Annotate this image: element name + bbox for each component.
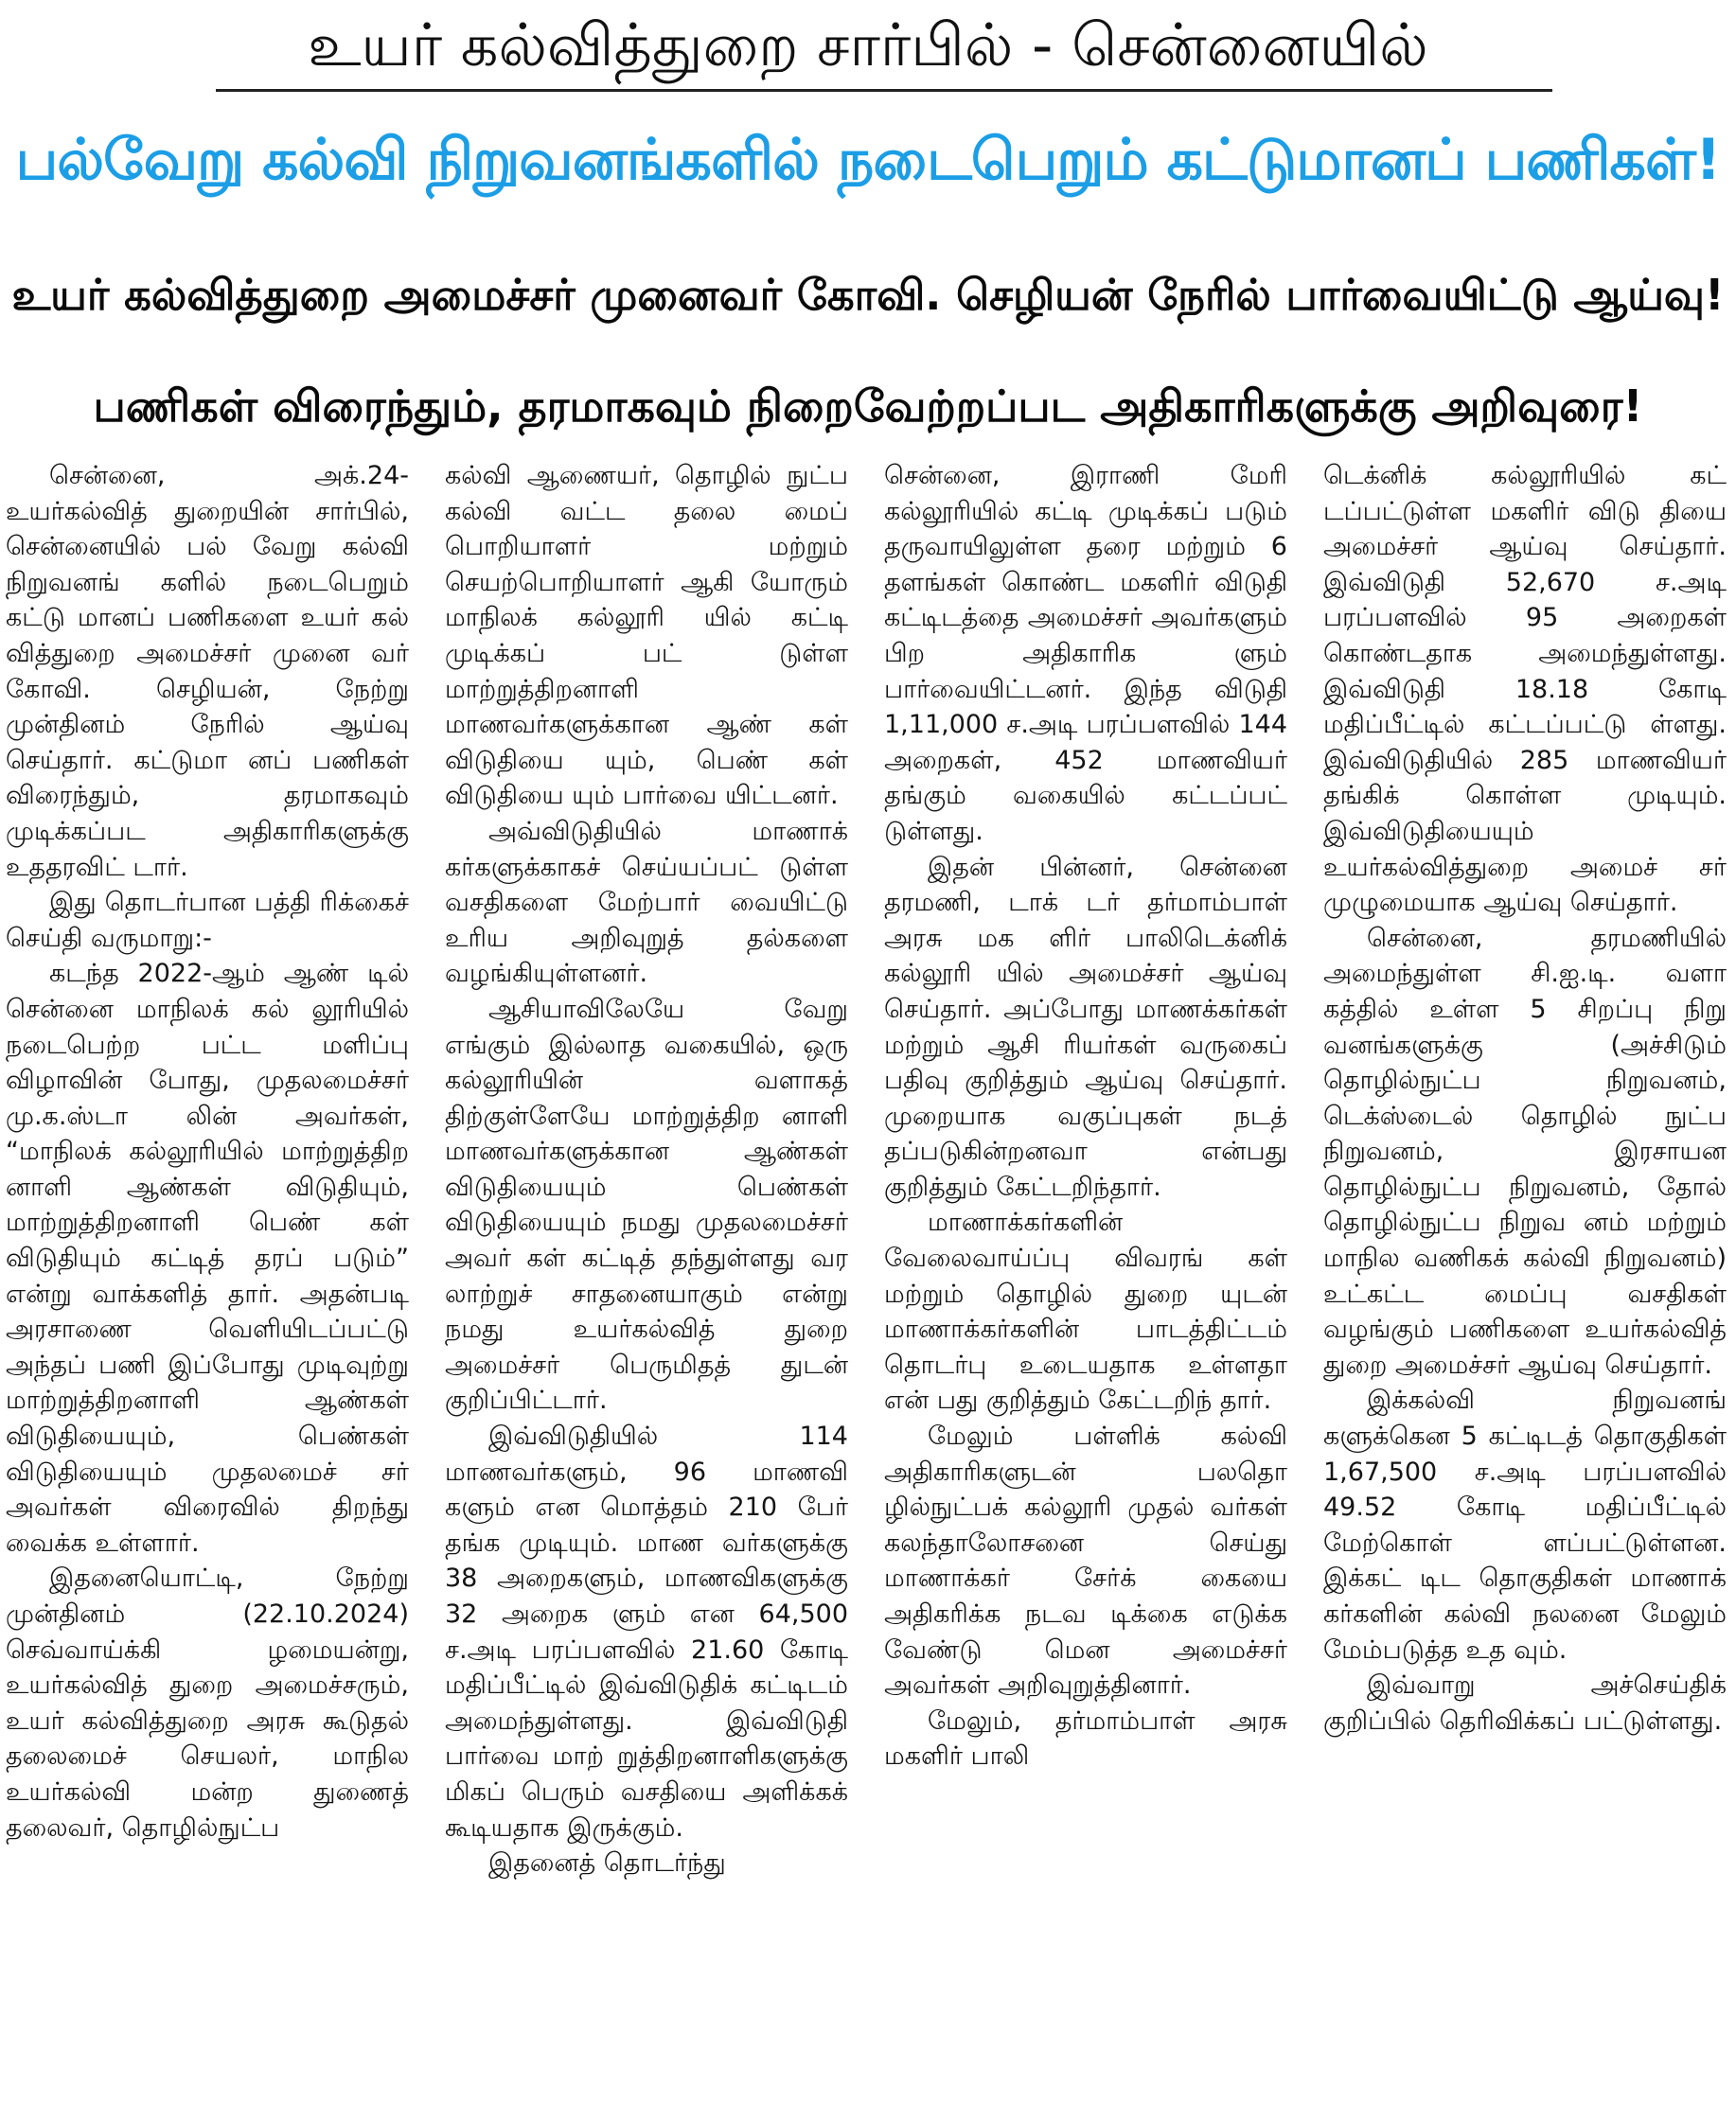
column-1 [6,458,409,2099]
kicker-title: உயர் கல்வித்துறை சார்பில் - சென்னையில் [308,10,1428,80]
subheadline-1: உயர் கல்வித்துறை அமைச்சர் முனைவர் கோவி. செழியன் நேரில் பார்வையிட்டு ஆய்வு! [11,270,1725,320]
paragraph: டெக்னிக் கல்லூரியில் கட் டப்பட்டுள்ள மகளிர் விடு தியை அமைச்சர் ஆய்வு செய்தார். இவ்விடுதி 52,670 ச.அடி பரப்பளவில் 95 அறைகள் கொண்டதாக அமைந்துள்ளது. இவ்விடுதி 18.18 கோடி மதிப்பீட்டில் கட்டப்பட்டு ள்ளது. இவ்விடுதியில் 285 மாணவியர் தங்கிக் கொள்ள முடியும். இவ்விடுதியையும் உயர்கல்வித்துறை அமைச் சர் முழுமையாக ஆய்வு செய்தார். [1323,461,1727,918]
paragraph: அவ்விடுதியில் மாணாக் கர்களுக்காகச் செய்யப்பட் டுள்ள வசதிகளை மேற்பார் வையிட்டு உரிய அறிவுறுத் தல்களை வழங்கியுள்ளனர். [445,816,848,989]
paragraph: சென்னை, அக்.24- உயர்கல்வித் துறையின் சார்பில், சென்னையில் பல் வேறு கல்வி நிறுவனங் களில் நடைபெறும் கட்டு மானப் பணிகளை உயர் கல் வித்துறை அமைச்சர் முனை வர் கோவி. செழியன், நேற்று முன்தினம் நேரில் ஆய்வு செய்தார். கட்டுமா னப் பணிகள் விரைந்தும், தரமாகவும் முடிக்கப்பட அதிகாரிகளுக்கு உததரவிட் டார். [6,461,409,882]
paragraph: கடந்த 2022-ஆம் ஆண் டில் சென்னை மாநிலக் கல் லூரியில் நடைபெற்ற பட்ட மளிப்பு விழாவின் போது, முதலமைச்சர் மு.க.ஸ்டா லின் அவர்கள், “மாநிலக் கல்லூரியில் மாற்றுத்திற னாளி ஆண்கள் விடுதியும், மாற்றுத்திறனாளி பெண் கள் விடுதியும் கட்டித் தரப் படும்” என்று வாக்களித் தார். அதன்படி அரசாணை வெளியிடப்பட்டு அந்தப் பணி இப்போது முடிவுற்று மாற்றுத்திறனாளி ஆண்கள் விடுதியையும், பெண்கள் விடுதியையும் முதலமைச் சர் அவர்கள் விரைவில் திறந்து வைக்க உள்ளார். [6,959,409,1558]
paragraph: இதனையொட்டி, நேற்று முன்தினம் (22.10.2024) செவ்வாய்க்கி ழமையன்று, உயர்கல்வித் துறை அமைச்சரும், உயர் கல்வித்துறை அரசு கூடுதல் தலைமைச் செயலர், மாநில உயர்கல்வி மன்ற துணைத் தலைவர், தொழில்நுட்ப [6,1564,409,1843]
paragraph: ஆசியாவிலேயே வேறு எங்கும் இல்லாத வகையில், ஒரு கல்லூரியின் வளாகத் திற்குள்ளேயே மாற்றுத்திற னாளி மாணவர்களுக்கான ஆண்கள் விடுதியையும் பெண்கள் விடுதியையும் நமது முதலமைச்சர் அவர் கள் கட்டித் தந்துள்ளது வர லாற்றுச் சாதனையாகும் என்று நமது உயர்கல்வித் துறை அமைச்சர் பெருமிதத் துடன் குறிப்பிட்டார். [445,994,848,1416]
headline: பல்வேறு கல்வி நிறுவனங்களில் நடைபெறும் கட்டுமானப் பணிகள்! [15,127,1721,193]
paragraph: மேலும், தர்மாம்பாள் அரசு மகளிர் பாலி [884,1705,1287,1772]
paragraph: இக்கல்வி நிறுவனங் களுக்கென 5 கட்டிடத் தொகுதிகள் 1,67,500 ச.அடி பரப்பளவில் 49.52 கோடி மதிப்பீட்டில் மேற்கொள் ளப்பட்டுள்ளன. இக்கட் டிட தொகுதிகள் மாணாக் கர்களின் கல்வி நலனை மேலும் மேம்படுத்த உத வும். [1323,1386,1727,1665]
paragraph: இதன் பின்னர், சென்னை தரமணி, டாக் டர் தர்மாம்பாள் அரசு மக ளிர் பாலிடெக்னிக் கல்லூரி யில் அமைச்சர் ஆய்வு செய்தார். அப்போது மாணக்கர்கள் மற்றும் ஆசி ரியர்கள் வருகைப் பதிவு குறித்தும் ஆய்வு செய்தார். முறையாக வகுப்புகள் நடத் தப்படுகின்றனவா என்பது குறித்தும் கேட்டறிந்தார். [884,852,1287,1202]
paragraph: இதனைத் தொடர்ந்து [488,1848,726,1879]
column-3 [884,458,1287,2099]
paragraph: இவ்விடுதியில் 114 மாணவர்களும், 96 மாணவி களும் என மொத்தம் 210 பேர் தங்க முடியும். மாண வர்களுக்கு 38 அறைகளும், மாணவிகளுக்கு 32 அறைக ளும் என 64,500 ச.அடி பரப்பளவில் 21.60 கோடி மதிப்பீட்டில் இவ்விடுதிக் கட்டிடம் அமைந்துள்ளது. இவ்விடுதி பார்வை மாற் றுத்திறனாளிகளுக்கு மிகப் பெரும் வசதியை அளிக்கக் கூடியதாக இருக்கும். [445,1422,848,1843]
paragraph: சென்னை, இராணி மேரி கல்லூரியில் கட்டி முடிக்கப் படும் தருவாயிலுள்ள தரை மற்றும் 6 தளங்கள் கொண்ட மகளிர் விடுதி கட்டிடத்தை அமைச்சர் அவர்களும் பிற அதிகாரிக ளும் பார்வையிட்டனர். இந்த விடுதி 1,11,000 ச.அடி பரப்பளவில் 144 அறைகள், 452 மாணவியர் தங்கும் வகையில் கட்டப்பட் டுள்ளது. [884,461,1287,846]
column-2 [445,458,848,2099]
article-body [6,458,1730,2099]
paragraph: இவ்வாறு அச்செய்திக் குறிப்பில் தெரிவிக்கப் பட்டுள்ளது. [1323,1670,1727,1736]
paragraph: மேலும் பள்ளிக் கல்வி அதிகாரிகளுடன் பலதொ ழில்நுட்பக் கல்லூரி முதல் வர்கள் கலந்தாலோசனை செய்து மாணாக்கர் சேர்க் கையை அதிகரிக்க நடவ டிக்கை எடுக்க வேண்டு மென அமைச்சர் அவர்கள் அறிவுறுத்தினார். [884,1422,1287,1701]
paragraph: சென்னை, தரமணியில் அமைந்துள்ள சி.ஐ.டி. வளா கத்தில் உள்ள 5 சிறப்பு நிறு வனங்களுக்கு (அச்சிடும் தொழில்நுட்ப நிறுவனம், டெக்ஸ்டைல் தொழில் நுட்ப நிறுவனம், இரசாயன தொழில்நுட்ப நிறுவனம், தோல் தொழில்நுட்ப நிறுவ னம் மற்றும் மாநில வணிகக் கல்வி நிறுவனம்) உட்கட்ட மைப்பு வசதிகள் வழங்கும் பணிகளை உயர்கல்வித் துறை அமைச்சர் ஆய்வு செய்தார். [1323,923,1727,1380]
paragraph: இது தொடர்பான பத்தி ரிக்கைச் செய்தி வருமாறு:- [6,888,409,953]
kicker-underline [216,89,1552,92]
paragraph: கல்வி ஆணையர், தொழில் நுட்ப கல்வி வட்ட தலை மைப் பொறியாளர் மற்றும் செயற்பொறியாளர் ஆகி யோரும் மாநிலக் கல்லூரி யில் கட்டி முடிக்கப் பட் டுள்ள மாற்றுத்திறனாளி மாணவர்களுக்கான ஆண் கள் விடுதியை யும், பெண் கள் விடுதியை யும் பார்வை யிட்டனர். [445,461,848,811]
column-4 [1323,458,1727,2099]
paragraph: மாணாக்கர்களின் வேலைவாய்ப்பு விவரங் கள் மற்றும் தொழில் துறை யுடன் மாணாக்கர்களின் பாடத்திட்டம் தொடர்பு உடையதாக உள்ளதா என் பது குறித்தும் கேட்டறிந் தார். [884,1208,1287,1416]
subheadline-2: பணிகள் விரைந்தும், தரமாகவும் நிறைவேற்றப்பட அதிகாரிகளுக்கு அறிவுரை! [93,380,1643,432]
